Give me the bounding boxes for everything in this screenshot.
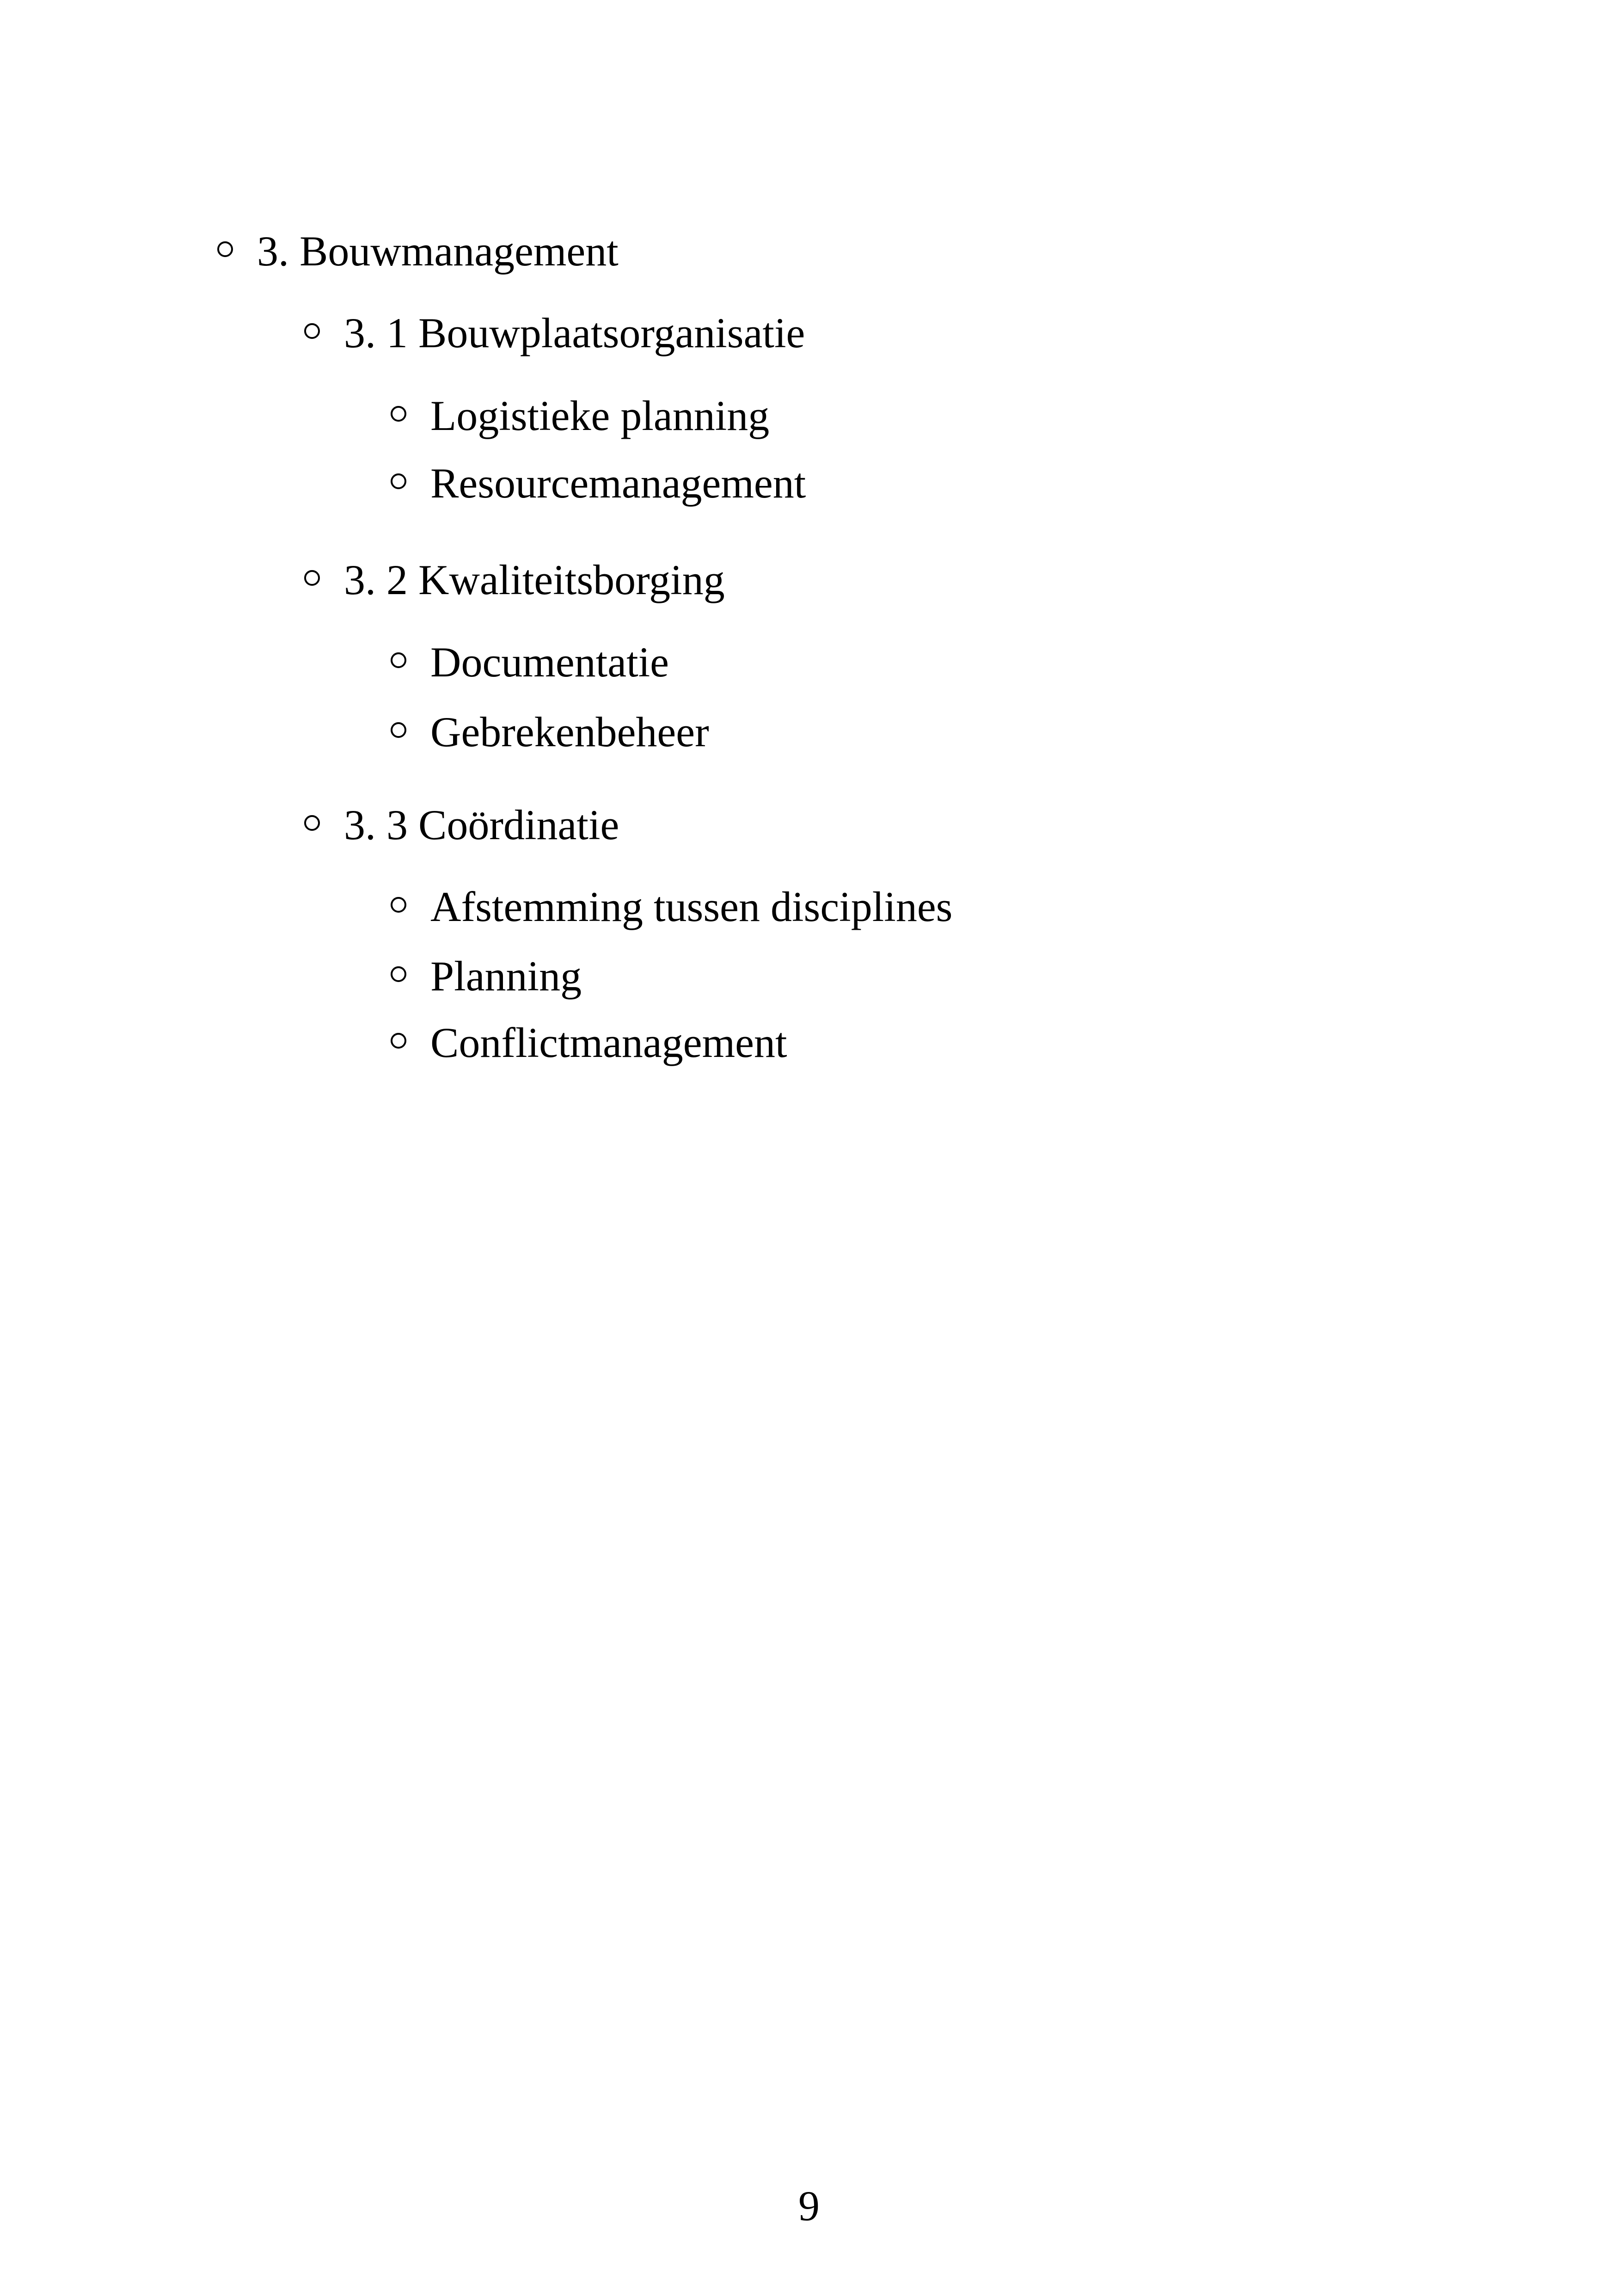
hollow-circle-bullet-icon [304, 815, 320, 831]
page-number: 9 [798, 2182, 820, 2229]
subsection-heading: 3. 1 Bouwplaatsorganisatie [344, 309, 805, 356]
hollow-circle-bullet-icon [391, 966, 406, 982]
hollow-circle-bullet-icon [391, 722, 406, 738]
topic-label: Documentatie [430, 638, 669, 686]
topic-label: Resourcemanagement [430, 460, 806, 507]
topic-label: Planning [430, 952, 582, 1000]
hollow-circle-bullet-icon [391, 652, 406, 668]
hollow-circle-bullet-icon [391, 897, 406, 913]
topic-label: Conflictmanagement [430, 1019, 787, 1066]
hollow-circle-bullet-icon [217, 241, 233, 257]
hollow-circle-bullet-icon [304, 570, 320, 586]
hollow-circle-bullet-icon [391, 1033, 406, 1049]
topic-label: Afstemming tussen disciplines [430, 883, 953, 930]
hollow-circle-bullet-icon [391, 406, 406, 422]
hollow-circle-bullet-icon [304, 323, 320, 339]
hollow-circle-bullet-icon [391, 473, 406, 489]
topic-label: Gebrekenbeheer [430, 708, 709, 755]
section-heading: 3. Bouwmanagement [257, 227, 619, 275]
topic-label: Logistieke planning [430, 392, 770, 439]
subsection-heading: 3. 2 Kwaliteitsborging [344, 556, 725, 603]
subsection-heading: 3. 3 Coördinatie [344, 801, 619, 848]
